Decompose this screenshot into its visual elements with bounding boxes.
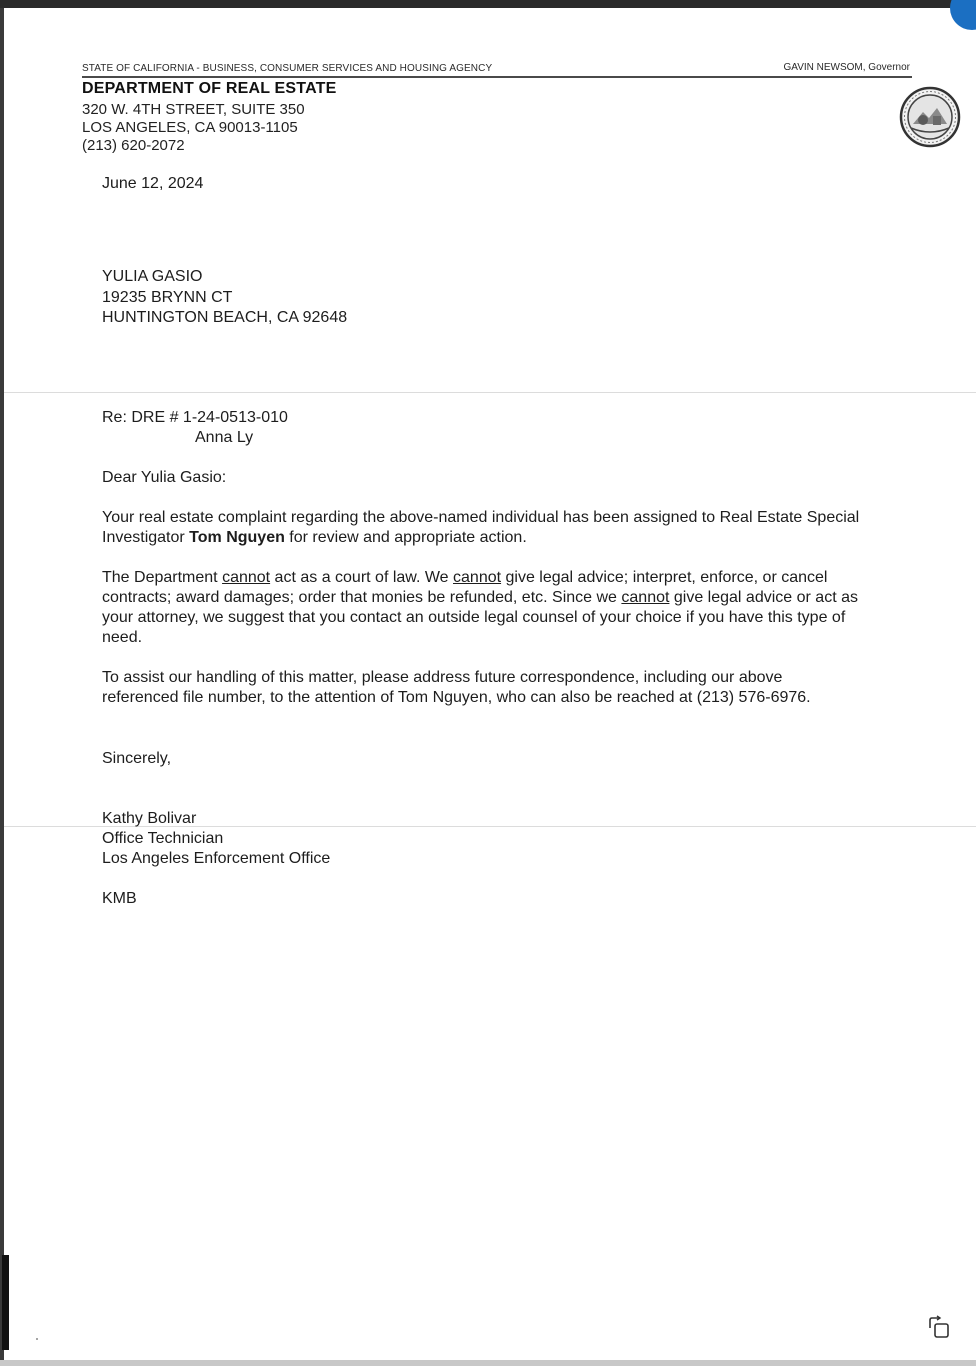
paper-fold-line — [4, 392, 976, 393]
page-left-edge — [0, 8, 4, 1360]
salutation: Dear Yulia Gasio: — [102, 469, 227, 486]
paragraph-text: give legal advice; interpret, enforce, or cancel contracts; award damages; order that monies be refunded, etc. Since we — [102, 569, 828, 606]
paragraph-text: for review and appropriate action. — [284, 529, 527, 546]
recipient-name: YULIA GASIO — [102, 268, 203, 285]
signer-title: Office Technician — [102, 830, 224, 847]
page-bottom-edge — [0, 1360, 976, 1366]
paragraph-text: The Department — [102, 569, 223, 586]
paragraph-text: give legal advice or act as your attorney, we suggest that you contact an outside legal counsel of your choice if you have this type of need. — [102, 589, 858, 646]
department-address-line2: LOS ANGELES, CA 90013-1105 — [82, 119, 298, 136]
corner-badge-icon[interactable] — [950, 0, 976, 30]
reference-line: Re: DRE # 1-24-0513-010 — [102, 409, 288, 426]
paragraph-text: act as a court of law. We — [270, 569, 454, 586]
state-seal-icon — [899, 86, 961, 148]
letter-date: June 12, 2024 — [102, 175, 204, 192]
typist-initials: KMB — [102, 890, 137, 907]
paper-speck — [36, 1338, 38, 1340]
department-address-line1: 320 W. 4TH STREET, SUITE 350 — [82, 101, 305, 118]
recipient-street: 19235 BRYNN CT — [102, 289, 233, 306]
investigator-name: Tom Nguyen — [189, 529, 285, 546]
copy-icon[interactable] — [926, 1314, 952, 1340]
recipient-city: HUNTINGTON BEACH, CA 92648 — [102, 309, 348, 326]
reference-subject: Anna Ly — [195, 429, 254, 446]
letterhead-rule — [82, 62, 912, 78]
paragraph-assignment — [102, 508, 862, 548]
agency-name: STATE OF CALIFORNIA - BUSINESS, CONSUMER SERVICES AND HOUSING AGENCY — [82, 63, 493, 74]
signer-name: Kathy Bolivar — [102, 810, 197, 827]
governor-name: GAVIN NEWSOM, Governor — [783, 62, 910, 73]
top-window-band — [0, 0, 976, 8]
closing: Sincerely, — [102, 750, 172, 767]
department-phone: (213) 620-2072 — [82, 137, 185, 154]
paragraph-text: Your real estate complaint regarding the above-named individual has been assigned to Real Estate Special Investigator — [102, 509, 860, 546]
paragraph-contact: To assist our handling of this matter, please address future correspondence, including our above referenced file number, to the attention of Tom Nguyen, who can also be reached at (213) 576-6976. — [102, 669, 811, 706]
emphasis-cannot: cannot — [453, 569, 502, 586]
signer-office: Los Angeles Enforcement Office — [102, 850, 331, 867]
emphasis-cannot: cannot — [621, 589, 670, 606]
emphasis-cannot: cannot — [222, 569, 271, 586]
page-edge-shadow — [2, 1255, 9, 1350]
department-title: DEPARTMENT OF REAL ESTATE — [82, 80, 337, 97]
paragraph-disclaimer — [102, 568, 862, 648]
